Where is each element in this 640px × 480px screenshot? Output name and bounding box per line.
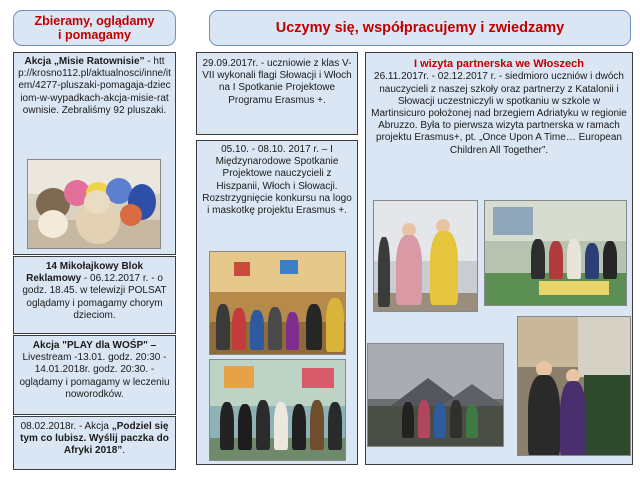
teddy-bears-photo bbox=[27, 159, 161, 249]
wosp-body: Livestream -13.01. godz. 20:30 - 14.01.2018r. godz. 20:30. - oglądamy i pomagamy w leczeniu noworodków. bbox=[19, 352, 170, 400]
wizyta-wlochy-box bbox=[365, 52, 633, 465]
flagi-text: 29.09.2017r. - uczniowie z klas V-VII wykonali flagi Słowacji i Włoch na I Spotkanie Projektowe Programu Erasmus +. bbox=[202, 58, 352, 106]
header-left-label: Zbieramy, oglądamy i pomagamy bbox=[34, 13, 155, 42]
paczka-text bbox=[18, 421, 171, 458]
blok-body: - 06.12.2017 r. - o godz. 18.45. w telewizji POLSAT oglądamy i pomagamy chorym dzieciom. bbox=[22, 273, 167, 321]
blok-text bbox=[18, 261, 171, 322]
wosp-text bbox=[18, 340, 171, 401]
misie-body: - http://krosno112.pl/aktualnosci/inne/item/4277-pluszaki-pomagaja-dzieciom-w-wypadkach-akcja-misie-ratownisie. Zebraliśmy 92 pluszaki. bbox=[18, 56, 171, 116]
spotkanie-text: 05.10. - 08.10. 2017 r. – I Międzynarodowe Spotkanie Projektowe nauczycieli z Hiszpanii, Włoch i Słowacji. Rozstrzygnięcie konkursu na logo i maskotkę projektu Erasmus +. bbox=[202, 144, 352, 216]
flagi-box bbox=[196, 52, 358, 135]
paczka-prefix: 08.02.2018r. - Akcja bbox=[20, 421, 112, 432]
misie-ratownisie-box bbox=[13, 52, 176, 255]
misie-title: Akcja „Misie Ratownisie” bbox=[24, 56, 145, 67]
paczka-do-afryki-box bbox=[13, 416, 176, 470]
wlochy-text: 26.11.2017r. - 02.12.2017 r. - siedmioro uczniów i dwóch nauczycieli z naszej szkoły oraz partnerzy z Katalonii i Słowacji uczestniczyli w spotkaniu w szkole w Martinsicuro położonej nad brzegiem Adriatyku w regionie Abruzzo. Była to pierwsza wizyta partnerska w ramach projektu Erasmus+, pt. „Once Upon A Time… European Children All Together”. bbox=[371, 71, 627, 156]
wosp-title: Akcja "PLAY dla WOŚP" – bbox=[32, 340, 157, 351]
students-award-photo bbox=[373, 200, 478, 312]
blok-title: 14 Mikołajkowy Blok Reklamowy bbox=[26, 261, 144, 285]
group-photo-classroom bbox=[209, 359, 346, 461]
mikolajkowy-blok-box bbox=[13, 256, 176, 334]
school-corridor-photo bbox=[209, 251, 346, 355]
misie-text bbox=[18, 56, 171, 117]
paczka-title: „Podziel się tym co lubisz. Wyślij paczka do Afryki 2018” bbox=[20, 421, 169, 457]
students-outdoors-photo bbox=[517, 316, 631, 456]
header-right-label: Uczymy się, współpracujemy i zwiedzamy bbox=[275, 19, 565, 36]
classroom-students-photo bbox=[484, 200, 627, 306]
paczka-suffix: . bbox=[122, 445, 126, 457]
spotkanie-projektowe-box bbox=[196, 140, 358, 465]
wlochy-title: I wizyta partnerska we Włoszech bbox=[414, 58, 584, 70]
header-left bbox=[13, 10, 176, 46]
play-dla-wosp-box bbox=[13, 335, 176, 415]
mountains-landscape-photo bbox=[367, 343, 504, 447]
header-right bbox=[209, 10, 631, 46]
